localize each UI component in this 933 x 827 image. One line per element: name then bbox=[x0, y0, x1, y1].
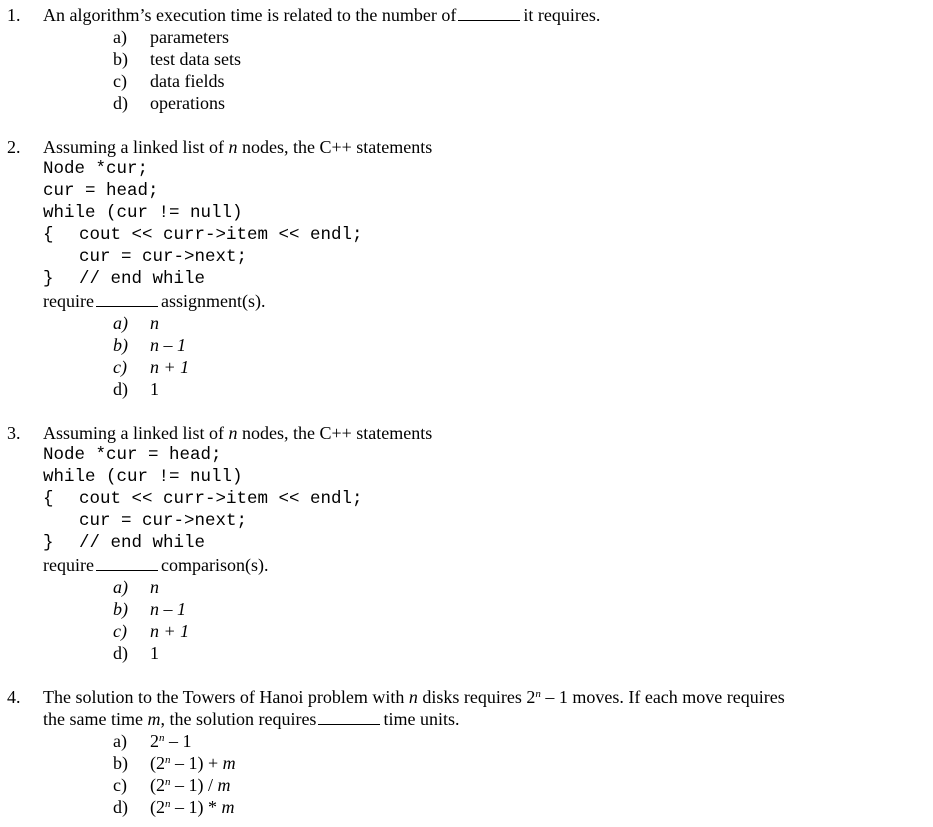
option-letter: d) bbox=[113, 797, 128, 817]
code-line: cur = cur->next; bbox=[79, 247, 248, 267]
question-number: 2. bbox=[7, 137, 21, 157]
question-stem: Assuming a linked list of n nodes, the C++ statements bbox=[43, 137, 433, 157]
option-text: n bbox=[150, 313, 159, 333]
option-letter: c) bbox=[113, 71, 127, 91]
code-line: Node *cur = head; bbox=[43, 445, 222, 465]
code-line: cout << curr->item << endl; bbox=[79, 225, 363, 245]
code-line: { bbox=[43, 489, 54, 509]
code-line: while (cur != null) bbox=[43, 203, 243, 223]
answer-blank bbox=[96, 291, 158, 307]
code-line: } bbox=[43, 533, 54, 553]
code-line: cur = cur->next; bbox=[79, 511, 248, 531]
option-letter: d) bbox=[113, 379, 128, 399]
option-letter: a) bbox=[113, 577, 128, 597]
answer-blank bbox=[96, 555, 158, 571]
code-line: cout << curr->item << endl; bbox=[79, 489, 363, 509]
option-text: 1 bbox=[150, 379, 159, 399]
code-line: // end while bbox=[79, 269, 206, 289]
option-text: parameters bbox=[150, 27, 229, 47]
option-text: data fields bbox=[150, 71, 225, 91]
option-letter: b) bbox=[113, 49, 128, 69]
option-letter: c) bbox=[113, 775, 127, 795]
code-line: cur = head; bbox=[43, 181, 159, 201]
answer-blank bbox=[318, 709, 380, 725]
option-letter: d) bbox=[113, 643, 128, 663]
option-text: n + 1 bbox=[150, 621, 190, 641]
code-line: { bbox=[43, 225, 54, 245]
question-number: 1. bbox=[7, 5, 21, 25]
option-letter: b) bbox=[113, 335, 128, 355]
option-text: n bbox=[150, 577, 159, 597]
option-letter: a) bbox=[113, 731, 127, 751]
option-text: 2$^n$ – 1 bbox=[150, 731, 192, 751]
code-line: while (cur != null) bbox=[43, 467, 243, 487]
question-tail: require assignment(s). bbox=[43, 291, 266, 311]
code-line: } bbox=[43, 269, 54, 289]
option-letter: b) bbox=[113, 599, 128, 619]
question-stem: Assuming a linked list of n nodes, the C++ statements bbox=[43, 423, 433, 443]
code-line: // end while bbox=[79, 533, 206, 553]
question-stem-line2: the same time m, the solution requires time units. bbox=[43, 709, 460, 729]
question-stem: The solution to the Towers of Hanoi problem with n disks requires 2$^n$ – 1 moves. If each move requires bbox=[43, 687, 785, 707]
question-stem: An algorithm’s execution time is related to the number of it requires. bbox=[43, 5, 601, 25]
option-letter: c) bbox=[113, 621, 127, 641]
option-text: n + 1 bbox=[150, 357, 190, 377]
question-tail: require comparison(s). bbox=[43, 555, 269, 575]
option-text: n – 1 bbox=[150, 599, 186, 619]
answer-blank bbox=[458, 5, 520, 21]
question-number: 4. bbox=[7, 687, 21, 707]
option-text: n – 1 bbox=[150, 335, 186, 355]
option-letter: c) bbox=[113, 357, 127, 377]
option-text: (2$^n$ – 1) * m bbox=[150, 797, 235, 817]
option-letter: a) bbox=[113, 313, 128, 333]
question-number: 3. bbox=[7, 423, 21, 443]
option-letter: d) bbox=[113, 93, 128, 113]
option-letter: a) bbox=[113, 27, 127, 47]
option-text: (2$^n$ – 1) / m bbox=[150, 775, 231, 795]
code-line: Node *cur; bbox=[43, 159, 149, 179]
option-text: operations bbox=[150, 93, 225, 113]
option-text: test data sets bbox=[150, 49, 241, 69]
option-text: (2$^n$ – 1) + m bbox=[150, 753, 236, 773]
option-letter: b) bbox=[113, 753, 128, 773]
option-text: 1 bbox=[150, 643, 159, 663]
